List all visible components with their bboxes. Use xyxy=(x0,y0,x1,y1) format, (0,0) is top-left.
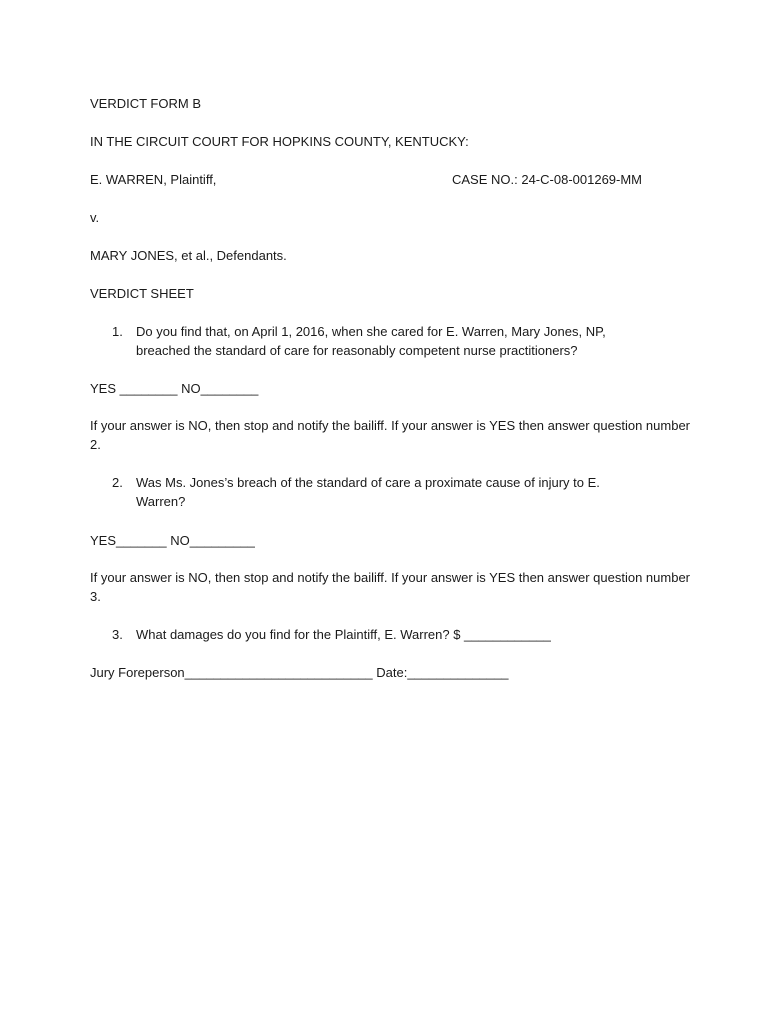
question-1-number: 1. xyxy=(112,324,123,339)
instruction-2: If your answer is NO, then stop and notify the bailiff. If your answer is YES then answer question number 3. xyxy=(90,570,690,604)
form-title: VERDICT FORM B xyxy=(90,96,201,111)
court-heading: IN THE CIRCUIT COURT FOR HOPKINS COUNTY, KENTUCKY: xyxy=(90,134,469,149)
defendants-name: MARY JONES, et al., Defendants. xyxy=(90,248,287,263)
question-3-text: What damages do you find for the Plaintiff, E. Warren? $ ____________ xyxy=(136,627,551,642)
case-number: CASE NO.: 24-C-08-001269-MM xyxy=(452,172,643,187)
question-3-number: 3. xyxy=(112,627,123,642)
plaintiff-name: E. WARREN, Plaintiff, xyxy=(90,172,217,187)
signature-line: Jury Foreperson__________________________ Date:______________ xyxy=(90,665,509,680)
question-2-text: Was Ms. Jones’s breach of the standard of care a proximate cause of injury to E. Warren? xyxy=(136,475,600,509)
question-2-number: 2. xyxy=(112,475,123,490)
instruction-1: If your answer is NO, then stop and notify the bailiff. If your answer is YES then answer question number 2. xyxy=(90,418,690,452)
answer-line-2: YES_______ NO_________ xyxy=(90,533,255,548)
verdict-sheet-title: VERDICT SHEET xyxy=(90,286,194,301)
question-1-text: Do you find that, on April 1, 2016, when she cared for E. Warren, Mary Jones, NP, breached the standard of care for reasonably competent nurse practitioners? xyxy=(136,324,606,358)
answer-line-1: YES ________ NO________ xyxy=(90,381,259,396)
versus-text: v. xyxy=(90,210,100,225)
